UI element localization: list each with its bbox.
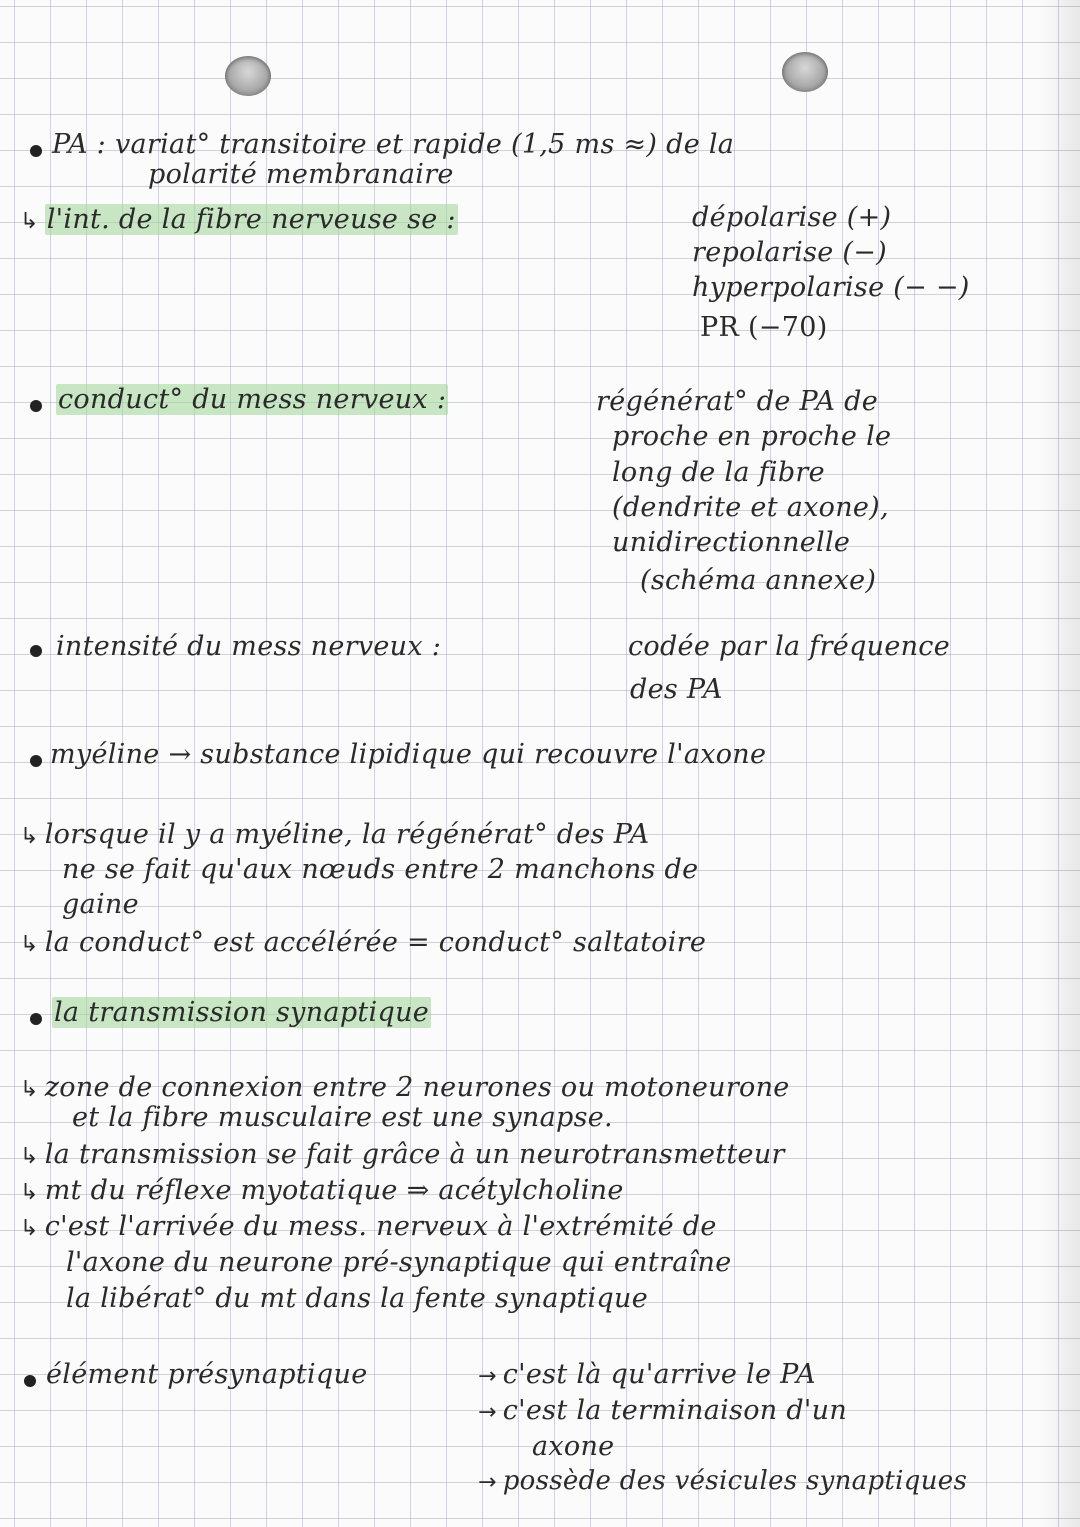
interior-state-4: PR (−70) bbox=[700, 312, 828, 343]
synaptic-line5 bbox=[20, 1212, 717, 1244]
presynaptic-item-2: c'est la terminaison d'un bbox=[502, 1395, 848, 1426]
presynaptic-item-1: c'est là qu'arrive le PA bbox=[502, 1359, 816, 1390]
interior-state-3: hyperpolarise (− −) bbox=[692, 272, 970, 303]
sub-arrow-icon: ↳ bbox=[20, 1077, 39, 1102]
conduction-line bbox=[56, 385, 448, 415]
myelin-text-2: lorsque il y a myéline, la régénérat° des PA bbox=[44, 819, 650, 850]
synaptic-text-5: c'est l'arrivée du mess. nerveux à l'extrémité de bbox=[44, 1211, 717, 1242]
sub-arrow-icon: ↳ bbox=[20, 932, 39, 957]
presynaptic-item-3: axone bbox=[532, 1431, 615, 1462]
synaptic-text-3: la transmission se fait grâce à un neurotransmetteur bbox=[44, 1139, 785, 1170]
interior-line bbox=[20, 205, 458, 237]
interior-lead: l'int. de la fibre nerveuse se : bbox=[46, 204, 456, 235]
sub-arrow-icon: ↳ bbox=[20, 824, 39, 849]
synaptic-text-1: zone de connexion entre 2 neurones ou motoneurone bbox=[44, 1072, 790, 1103]
myelin-text-4: gaine bbox=[62, 889, 139, 920]
sub-arrow-icon: ↳ bbox=[20, 1180, 39, 1205]
conduction-text-1: régénérat° de PA de bbox=[596, 386, 879, 417]
synaptic-text-4: mt du réflexe myotatique ⇒ acétylcholine bbox=[44, 1175, 624, 1206]
interior-state-2: repolarise (−) bbox=[692, 237, 888, 268]
conduction-text-3: long de la fibre bbox=[612, 457, 825, 488]
synaptic-title-line bbox=[52, 998, 431, 1028]
presynaptic-item-2-line bbox=[478, 1396, 847, 1428]
bullet-icon bbox=[30, 400, 42, 412]
sub-arrow-icon: ↳ bbox=[20, 209, 39, 234]
synaptic-text-2: et la fibre musculaire est une synapse. bbox=[72, 1102, 613, 1133]
interior-state-1: dépolarise (+) bbox=[692, 202, 892, 233]
binder-hole-right bbox=[782, 52, 828, 92]
pa-definition-line1: PA : variat° transitoire et rapide (1,5 ms ≈) de la bbox=[52, 129, 735, 160]
myelin-line5 bbox=[20, 928, 706, 960]
presynaptic-item-1-line bbox=[478, 1360, 816, 1392]
intensity-text-2: des PA bbox=[630, 674, 723, 705]
pa-definition-line2: polarité membranaire bbox=[148, 159, 454, 190]
sub-arrow-icon: ↳ bbox=[20, 1216, 39, 1241]
presynaptic-item-4-line bbox=[478, 1466, 967, 1498]
myelin-line2 bbox=[20, 820, 649, 852]
conduction-text-2: proche en proche le bbox=[612, 421, 892, 452]
synaptic-line1 bbox=[20, 1073, 790, 1105]
conduction-lead: conduct° du mess nerveux : bbox=[58, 384, 447, 415]
intensity-lead: intensité du mess nerveux : bbox=[56, 631, 442, 662]
conduction-text-6: (schéma annexe) bbox=[640, 565, 877, 596]
bullet-icon bbox=[24, 1375, 36, 1387]
bullet-icon bbox=[30, 645, 42, 657]
page-edge-shadow bbox=[1040, 0, 1080, 1527]
synaptic-text-7: la libérat° du mt dans la fente synaptique bbox=[66, 1283, 648, 1314]
presynaptic-item-4: possède des vésicules synaptiques bbox=[502, 1466, 968, 1496]
sub-arrow-icon: ↳ bbox=[20, 1144, 39, 1169]
intensity-text-1: codée par la fréquence bbox=[628, 631, 951, 662]
myelin-definition: myéline → substance lipidique qui recouvre l'axone bbox=[50, 739, 767, 770]
presynaptic-lead: élément présynaptique bbox=[46, 1359, 368, 1390]
bullet-icon bbox=[30, 145, 42, 157]
synaptic-title: la transmission synaptique bbox=[54, 997, 430, 1028]
bullet-icon bbox=[30, 755, 42, 767]
synaptic-line4 bbox=[20, 1176, 624, 1208]
arrow-right-icon: → bbox=[478, 1364, 497, 1389]
myelin-text-5: la conduct° est accélérée = conduct° saltatoire bbox=[44, 927, 707, 958]
myelin-text-3: ne se fait qu'aux nœuds entre 2 manchons de bbox=[62, 854, 699, 885]
conduction-text-5: unidirectionnelle bbox=[612, 527, 851, 558]
conduction-text-4: (dendrite et axone), bbox=[612, 492, 889, 523]
arrow-right-icon: → bbox=[478, 1400, 497, 1425]
bullet-icon bbox=[30, 1013, 42, 1025]
synaptic-line3 bbox=[20, 1140, 785, 1172]
binder-hole-left bbox=[225, 56, 271, 96]
synaptic-text-6: l'axone du neurone pré-synaptique qui entraîne bbox=[66, 1247, 732, 1278]
arrow-right-icon: → bbox=[478, 1470, 497, 1495]
